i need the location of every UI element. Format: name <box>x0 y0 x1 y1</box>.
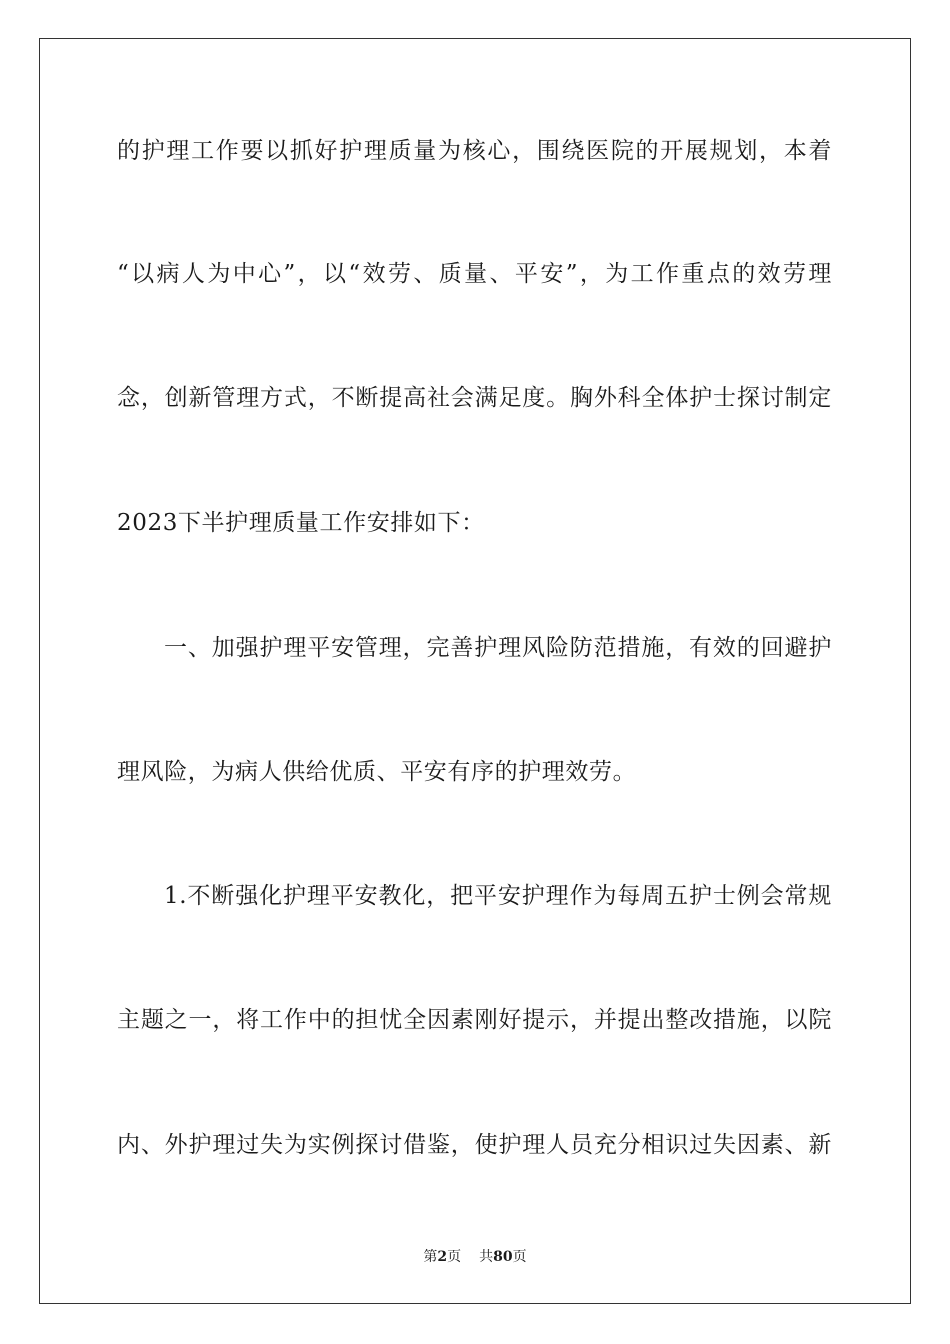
page-border <box>39 38 911 1304</box>
body-line-9: 内、外护理过失为实例探讨借鉴，使护理人员充分相识过失因素、新 <box>117 1132 832 1158</box>
page-prefix: 第 <box>423 1249 438 1265</box>
body-line-8: 主题之一，将工作中的担忧全因素刚好提示，并提出整改措施，以院 <box>117 1007 832 1033</box>
page-suffix: 页 <box>447 1249 462 1265</box>
total-pages: 80 <box>493 1249 513 1265</box>
total-prefix: 共 <box>479 1249 494 1265</box>
body-line-2: “以病人为中心”，以“效劳、质量、平安”，为工作重点的效劳理 <box>117 261 832 287</box>
list-item-line-1: 1.不断强化护理平安教化，把平安护理作为每周五护士例会常规 <box>164 883 832 909</box>
body-line-1: 的护理工作要以抓好护理质量为核心，围绕医院的开展规划，本着 <box>117 138 832 164</box>
total-suffix: 页 <box>512 1249 527 1265</box>
page-number: 2 <box>437 1249 448 1265</box>
body-line-4: 2023下半护理质量工作安排如下： <box>117 510 485 536</box>
paragraph-heading-line-1: 一、加强护理平安管理，完善护理风险防范措施，有效的回避护 <box>164 635 832 661</box>
body-line-3: 念，创新管理方式，不断提高社会满足度。胸外科全体护士探讨制定 <box>117 385 832 411</box>
page-footer <box>0 1247 950 1267</box>
body-line-6: 理风险，为病人供给优质、平安有序的护理效劳。 <box>117 759 637 785</box>
